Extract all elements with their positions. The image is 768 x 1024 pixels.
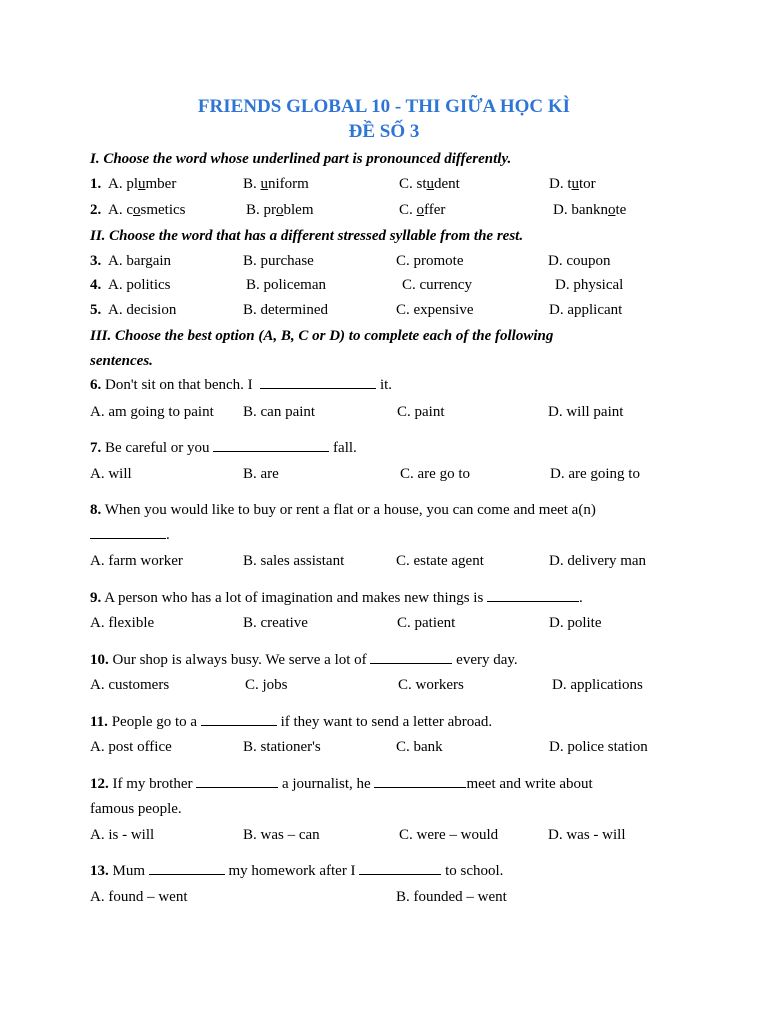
q12-option-d: D. was - will [548, 827, 626, 843]
q12-option-a: A. is - will [90, 827, 155, 843]
question-9: 9. A person who has a lot of imagination and makes new things is . [90, 590, 583, 606]
q11-option-a: A. post office [90, 739, 172, 755]
q10-option-a: A. customers [90, 677, 170, 693]
section-3-heading-cont: sentences. [90, 353, 153, 369]
question-text-end: if they want to send a letter abroad. [280, 714, 493, 730]
document-subtitle: ĐỀ SỐ 3 [348, 121, 420, 142]
question-text-end: meet and write about [466, 776, 593, 792]
q6-option-d: D. will paint [548, 404, 624, 420]
q4-option-c: C. currency [402, 277, 472, 293]
answer-blank [201, 713, 277, 726]
question-number: 2. [90, 202, 102, 218]
answer-blank [196, 775, 278, 788]
q4-option-b: B. policeman [246, 277, 326, 293]
q7-option-c: C. are go to [400, 466, 470, 482]
question-number: 12. [90, 776, 109, 792]
q7-option-b: B. are [243, 466, 279, 482]
question-8 [90, 501, 596, 519]
question-text: Mum [112, 863, 146, 879]
q12-option-b: B. was – can [243, 827, 320, 843]
q12-continuation: famous people. [90, 801, 182, 817]
q5-option-a: A. decision [108, 302, 177, 318]
question-text: When you would like to buy or rent a flat or a house, you can come and meet a(n) [104, 502, 596, 518]
question-number: 7. [90, 440, 102, 456]
q5-option-d: D. applicant [549, 302, 623, 318]
answer-blank [149, 862, 225, 875]
q3-option-b: B. purchase [243, 253, 314, 269]
question-text: Don't sit on that bench. I [105, 377, 253, 393]
q13-option-b: B. founded – went [396, 889, 507, 905]
q7-option-a: A. will [90, 466, 132, 482]
question-7 [90, 439, 357, 457]
answer-blank [374, 775, 466, 788]
q7-option-d: D. are going to [550, 466, 640, 482]
q10-option-d: D. applications [552, 677, 643, 693]
question-11 [90, 713, 492, 731]
question-text-mid: a journalist, he [281, 776, 371, 792]
answer-blank [359, 862, 441, 875]
answer-blank [90, 526, 166, 539]
question-number: 6. [90, 377, 102, 393]
question-number: 9. [90, 590, 102, 606]
q6-option-b: B. can paint [243, 404, 316, 420]
q2-option-b: B. problem [246, 202, 314, 218]
question-number: 11. [90, 714, 108, 730]
q1-option-a: A. plumber [108, 176, 177, 192]
question-text-mid: my homework after I [228, 863, 356, 879]
answer-blank [487, 589, 579, 602]
question-2 [90, 201, 101, 219]
section-3-heading: III. Choose the best option (A, B, C or D) to complete each of the following [90, 328, 554, 344]
question-number: 3. [90, 253, 102, 269]
question-number: 10. [90, 652, 109, 668]
question-10 [90, 651, 518, 669]
q2-option-c: C. offer [399, 202, 446, 218]
q8-option-d: D. delivery man [549, 553, 647, 569]
answer-blank [213, 439, 329, 452]
question-text: Our shop is always busy. We serve a lot of [112, 652, 367, 668]
document-title: FRIENDS GLOBAL 10 - THI GIỮA HỌC KÌ [197, 96, 571, 117]
question-text-end: fall. [333, 440, 357, 456]
answer-blank [260, 376, 376, 389]
q8-option-a: A. farm worker [90, 553, 183, 569]
q10-option-b: C. jobs [245, 677, 288, 693]
q4-option-d: D. physical [555, 277, 624, 293]
q3-option-d: D. coupon [548, 253, 611, 269]
q9-option-a: A. flexible [90, 615, 155, 631]
question-6 [90, 376, 392, 394]
q1-option-b: B. uniform [243, 176, 309, 192]
question-text-end: every day. [456, 652, 518, 668]
question-4 [90, 276, 101, 294]
q3-option-c: C. promote [396, 253, 464, 269]
q9-option-b: B. creative [243, 615, 308, 631]
question-text: People go to a [111, 714, 198, 730]
question-number: 4. [90, 277, 102, 293]
q13-option-a: A. found – went [90, 889, 188, 905]
q8-option-b: B. sales assistant [243, 553, 345, 569]
q2-option-d: D. banknote [553, 202, 627, 218]
q11-option-c: C. bank [396, 739, 443, 755]
question-text: Be careful or you [105, 440, 210, 456]
q1-option-d: D. tutor [549, 176, 596, 192]
q10-option-c: C. workers [398, 677, 464, 693]
question-number: 1. [90, 176, 102, 192]
question-text: A person who has a lot of imagination and makes new things is [104, 590, 484, 606]
q11-option-d: D. police station [549, 739, 648, 755]
question-3 [90, 252, 101, 270]
section-1-heading: I. Choose the word whose underlined part is pronounced differently. [90, 151, 512, 167]
q11-option-b: B. stationer's [243, 739, 321, 755]
q5-option-c: C. expensive [396, 302, 474, 318]
q8-blank-line: . [90, 526, 170, 544]
q5-option-b: B. determined [243, 302, 328, 318]
q6-option-a: A. am going to paint [90, 404, 214, 420]
q6-option-c: C. paint [397, 404, 445, 420]
q12-option-c: C. were – would [399, 827, 499, 843]
question-13 [90, 862, 503, 880]
question-text: If my brother [112, 776, 193, 792]
question-number: 5. [90, 302, 102, 318]
question-number: 13. [90, 863, 109, 879]
q9-option-d: D. polite [549, 615, 602, 631]
answer-blank [370, 651, 452, 664]
q3-option-a: A. bargain [108, 253, 172, 269]
q9-option-c: C. patient [397, 615, 456, 631]
question-number: 8. [90, 502, 102, 518]
question-12 [90, 775, 593, 793]
q4-option-a: A. politics [108, 277, 171, 293]
q8-option-c: C. estate agent [396, 553, 484, 569]
question-text-end: it. [379, 377, 393, 393]
question-1 [90, 175, 101, 193]
section-2-heading: II. Choose the word that has a different stressed syllable from the rest. [90, 228, 524, 244]
question-text-end: to school. [445, 863, 504, 879]
q1-option-c: C. student [399, 176, 460, 192]
q2-option-a: A. cosmetics [108, 202, 186, 218]
question-5 [90, 301, 101, 319]
